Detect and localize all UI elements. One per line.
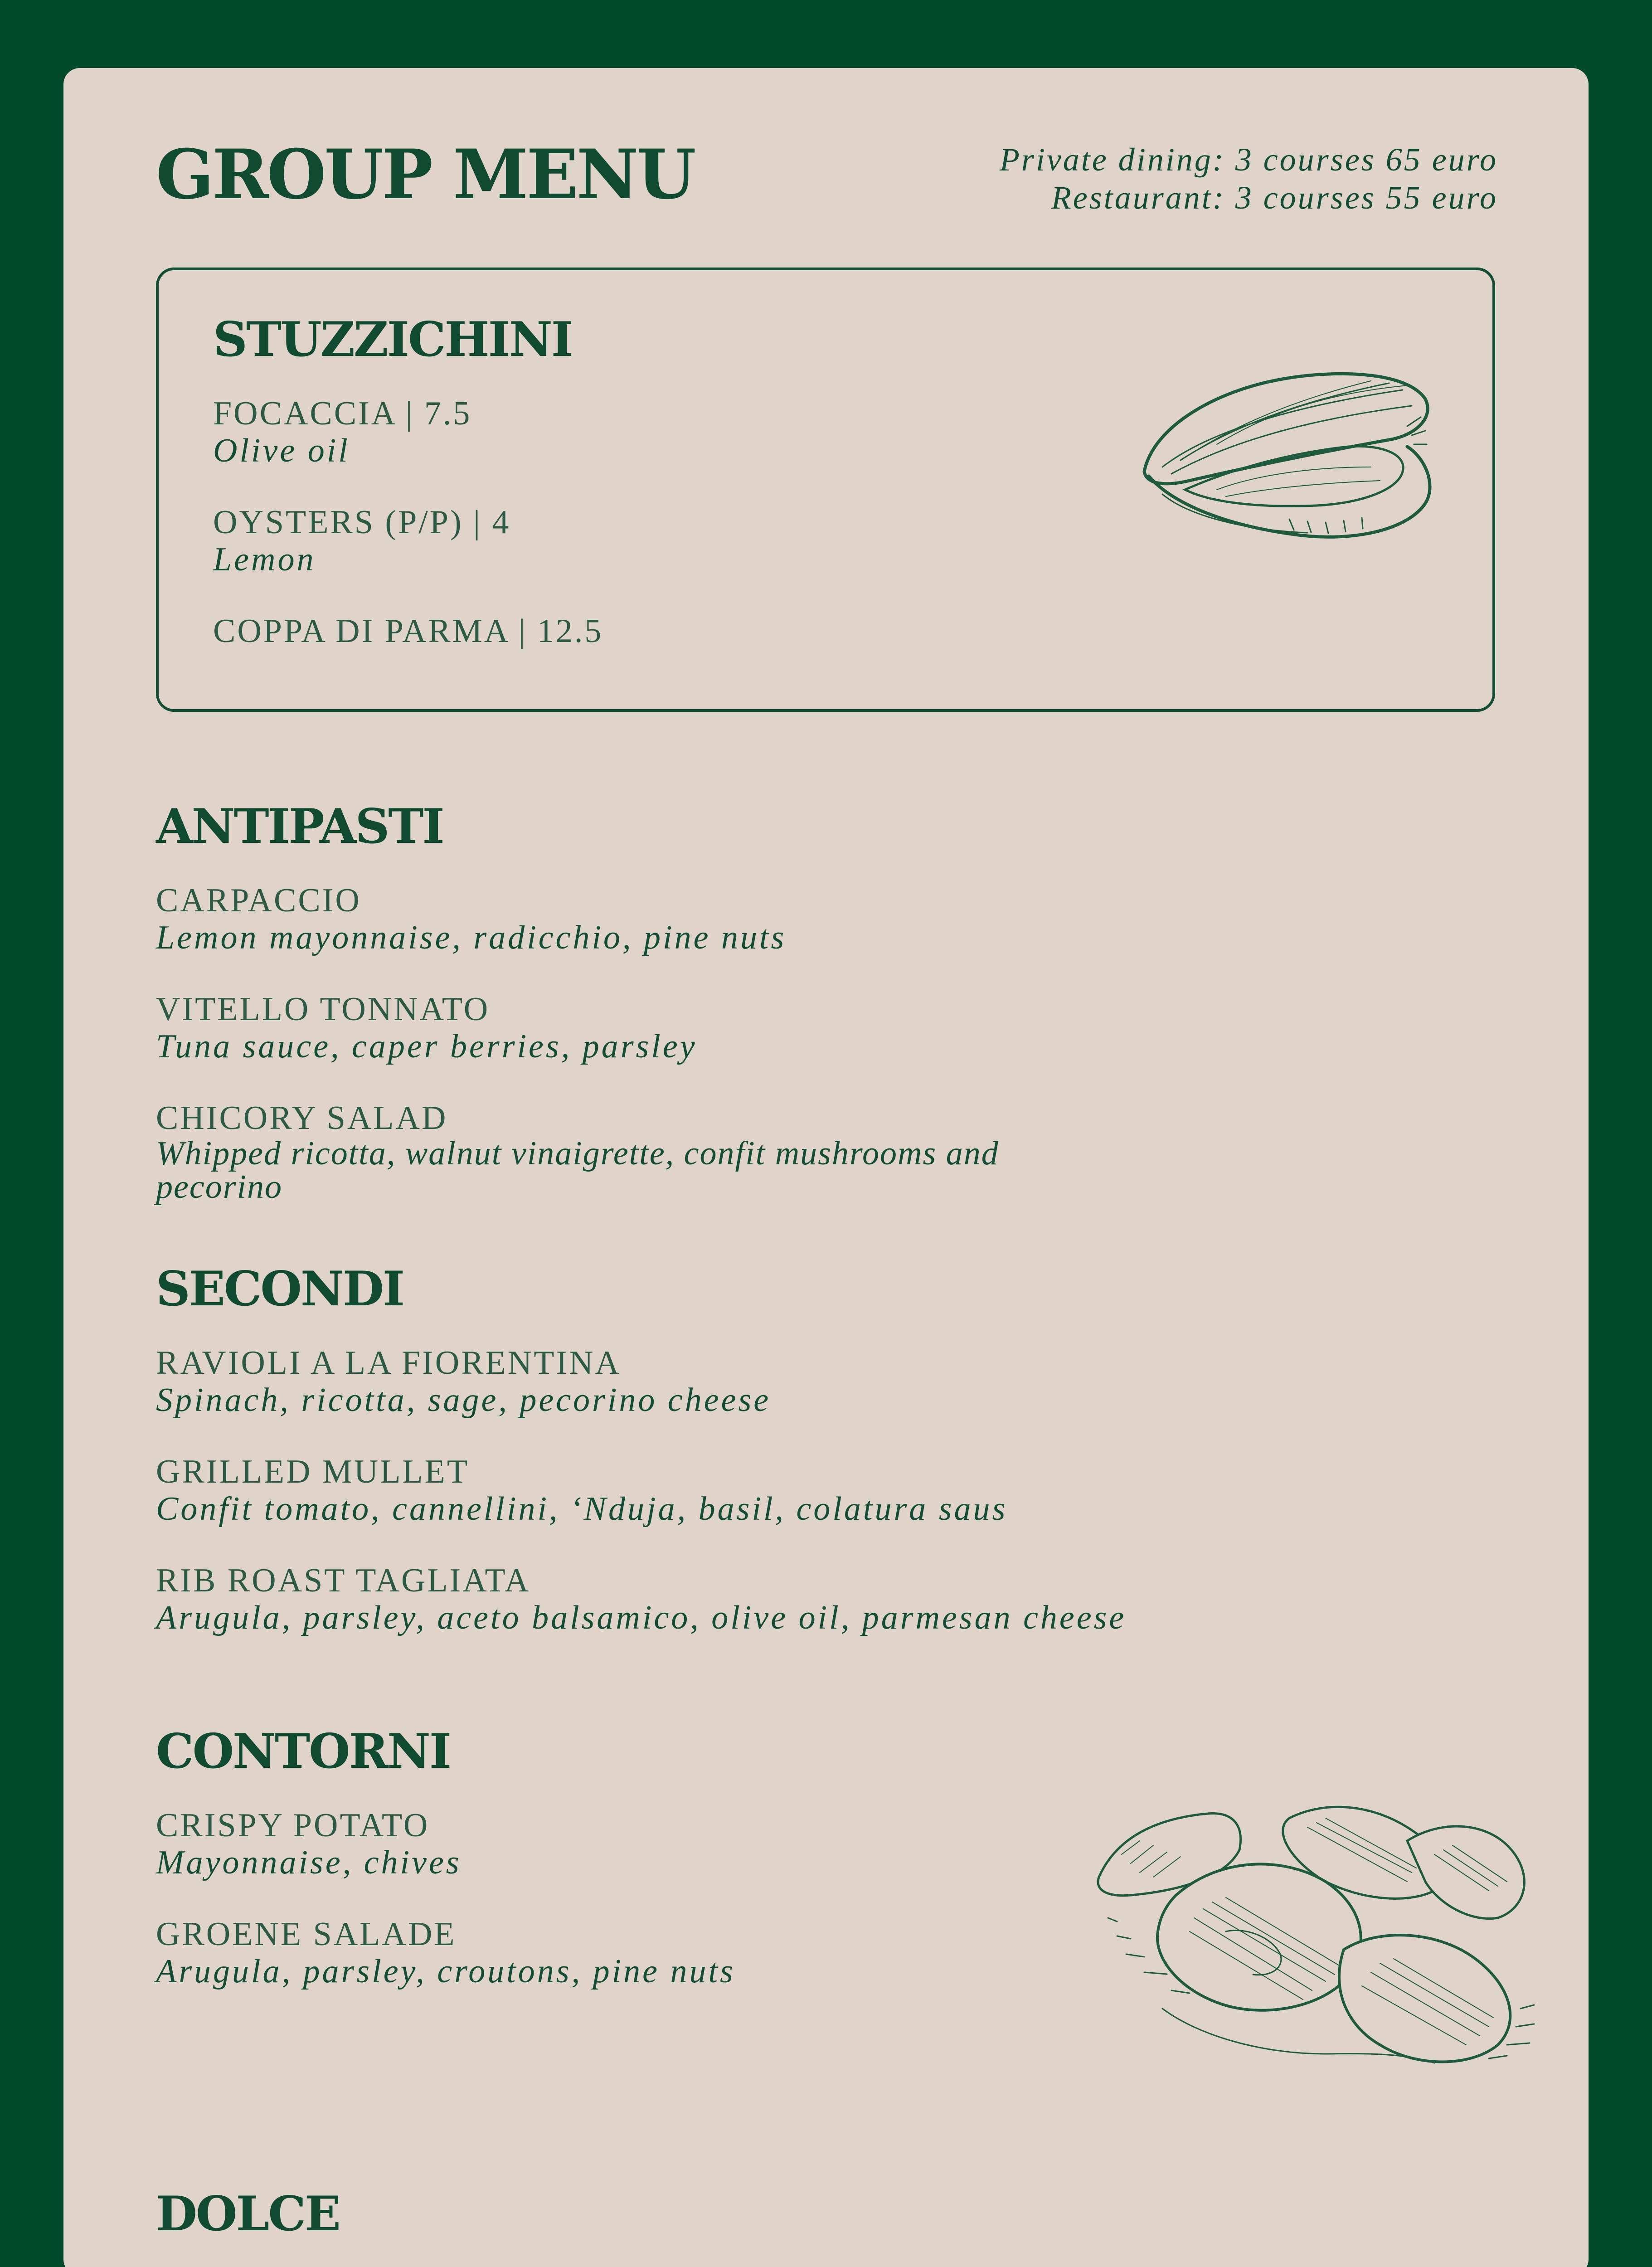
- menu-item: [213, 395, 603, 469]
- item-description: Spinach, ricotta, sage, pecorino cheese: [156, 1382, 771, 1419]
- menu-item: [156, 882, 1063, 956]
- menu-item: [156, 1453, 1126, 1528]
- section-title-secondi: SECONDI: [156, 1260, 404, 1317]
- menu-item: [213, 504, 603, 578]
- item-name: FOCACCIA | 7.5: [213, 395, 472, 432]
- stuzzichini-section: [213, 311, 603, 650]
- section-title-antipasti: ANTIPASTI: [156, 798, 443, 854]
- menu-item: [156, 991, 1063, 1065]
- antipasti-section: [156, 798, 1063, 1206]
- menu-item: [156, 1344, 1126, 1419]
- item-description: Olive oil: [213, 432, 350, 469]
- item-name: CARPACCIO: [156, 882, 361, 919]
- price-restaurant: Restaurant: 3 courses 55 euro: [1051, 180, 1498, 216]
- oyster-illustration: [1135, 358, 1443, 558]
- item-description: Arugula, parsley, croutons, pine nuts: [156, 1953, 735, 1990]
- menu-item: [156, 1807, 735, 1881]
- section-title-stuzzichini: STUZZICHINI: [213, 311, 572, 367]
- item-description: Lemon: [213, 541, 316, 578]
- price-private-dining: Private dining: 3 courses 65 euro: [999, 141, 1498, 178]
- item-description: Mayonnaise, chives: [156, 1844, 462, 1881]
- section-title-contorni: CONTORNI: [156, 1723, 450, 1779]
- menu-card: [63, 68, 1589, 2267]
- section-title-dolce: DOLCE: [156, 2185, 340, 2242]
- secondi-section: [156, 1260, 1127, 1636]
- item-name: GRILLED MULLET: [156, 1453, 470, 1490]
- item-name: RAVIOLI A LA FIORENTINA: [156, 1344, 621, 1382]
- menu-title: GROUP MENU: [156, 135, 695, 214]
- item-name: OYSTERS (P/P) | 4: [213, 504, 511, 541]
- menu-item: [156, 1099, 1063, 1204]
- item-description: Tuna sauce, caper berries, parsley: [156, 1028, 697, 1065]
- menu-content: [156, 68, 1498, 2267]
- menu-item: [213, 613, 603, 650]
- item-name: GROENE SALADE: [156, 1916, 457, 1953]
- item-name: RIB ROAST TAGLIATA: [156, 1562, 531, 1599]
- price-info: [1000, 141, 1498, 217]
- item-name: CHICORY SALAD: [156, 1099, 448, 1137]
- item-name: COPPA DI PARMA | 12.5: [213, 613, 603, 650]
- contorni-section: [156, 1723, 735, 1990]
- item-description: Confit tomato, cannellini, ‘Nduja, basil, colatura saus: [156, 1490, 1008, 1528]
- item-name: CRISPY POTATO: [156, 1807, 430, 1844]
- menu-item: [156, 1916, 735, 1990]
- menu-item: [156, 1562, 1126, 1636]
- item-description: Arugula, parsley, aceto balsamico, olive oil, parmesan cheese: [156, 1599, 1127, 1636]
- item-description: Whipped ricotta, walnut vinaigrette, confit mushrooms and pecorino: [156, 1135, 999, 1206]
- dolce-section: [156, 2185, 340, 2267]
- ravioli-illustration: [1090, 1800, 1552, 2081]
- item-description: Lemon mayonnaise, radicchio, pine nuts: [156, 919, 787, 956]
- item-name: VITELLO TONNATO: [156, 991, 490, 1028]
